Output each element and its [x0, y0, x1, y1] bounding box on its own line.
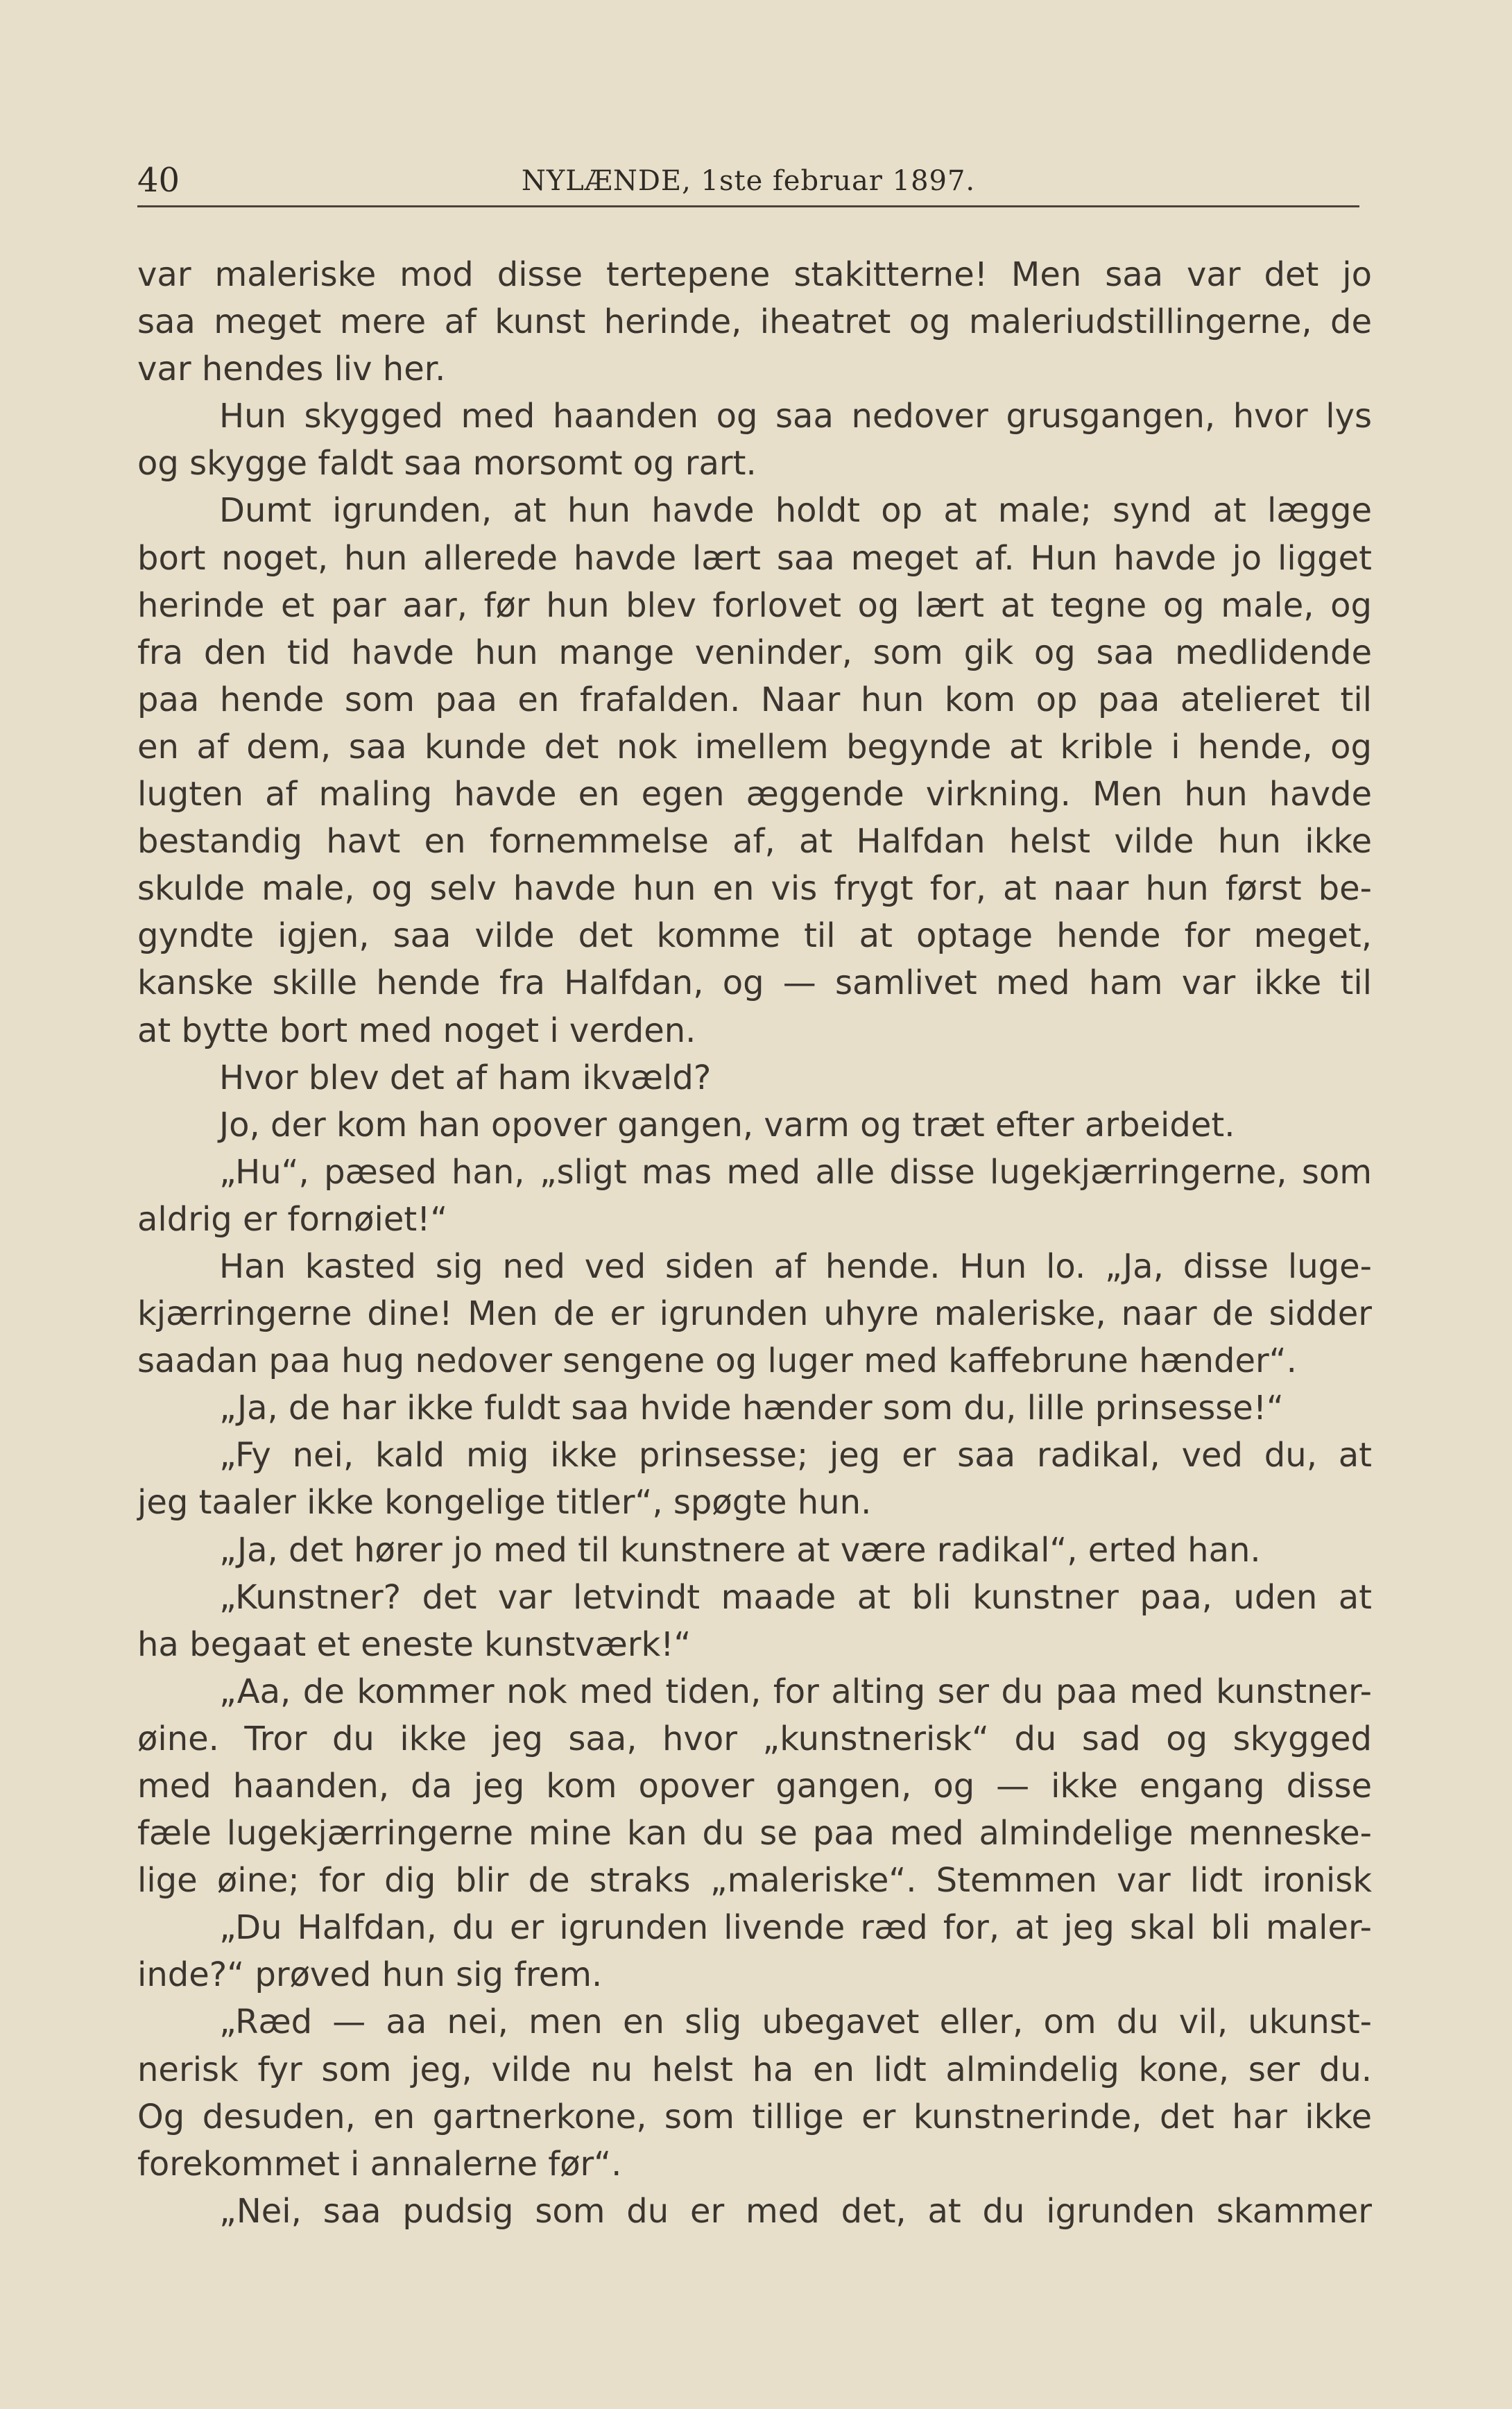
- header-rule: [137, 205, 1359, 207]
- text-line: gyndte igjen, saa vilde det komme til at optage hende for meget,: [137, 916, 1372, 956]
- text-line: „Kunstner? det var letvindt maade at bli kunstner paa, uden at: [219, 1577, 1372, 1617]
- page-number: 40: [137, 161, 180, 200]
- text-line: herinde et par aar, før hun blev forlovet og lært at tegne og male, og: [137, 585, 1372, 625]
- page-header: [137, 154, 1359, 203]
- text-line: fra den tid havde hun mange veninder, som gik og saa medlidende: [137, 633, 1372, 672]
- text-line: „Ja, de har ikke fuldt saa hvide hænder som du, lille prinsesse!“: [219, 1389, 1284, 1428]
- text-line: „Aa, de kommer nok med tiden, for alting ser du paa med kunstner-: [219, 1672, 1372, 1711]
- text-line: saa meget mere af kunst herinde, iheatret og maleriudstillingerne, de: [137, 302, 1372, 342]
- running-head: NYLÆNDE, 1ste februar 1897.: [521, 165, 976, 197]
- text-line: kjærringerne dine! Men de er igrunden uhyre maleriske, naar de sidder: [137, 1294, 1372, 1334]
- body-text: [137, 251, 1372, 2235]
- text-line: fæle lugekjærringerne mine kan du se paa med almindelige menneske-: [137, 1814, 1372, 1853]
- text-line: inde?“ prøved hun sig frem.: [137, 1955, 603, 1995]
- text-line: kanske skille hende fra Halfdan, og — samlivet med ham var ikke til: [137, 963, 1372, 1003]
- text-line: var hendes liv her.: [137, 350, 446, 389]
- text-line: bestandig havt en fornemmelse af, at Halfdan helst vilde hun ikke: [137, 822, 1372, 861]
- text-line: „Fy nei, kald mig ikke prinsesse; jeg er saa radikal, ved du, at: [219, 1436, 1372, 1475]
- text-line: jeg taaler ikke kongelige titler“, spøgte hun.: [137, 1483, 872, 1523]
- text-line: „Du Halfdan, du er igrunden livende ræd for, at jeg skal bli maler-: [219, 1908, 1372, 1948]
- text-line: ha begaat et eneste kunstværk!“: [137, 1624, 691, 1664]
- text-line: en af dem, saa kunde det nok imellem begynde at krible i hende, og: [137, 727, 1372, 766]
- text-line: forekommet i annalerne før“.: [137, 2144, 622, 2184]
- text-line: med haanden, da jeg kom opover gangen, og — ikke engang disse: [137, 1767, 1372, 1806]
- text-line: „Ja, det hører jo med til kunstnere at være radikal“, erted han.: [219, 1530, 1261, 1570]
- text-line: Hun skygged med haanden og saa nedover grusgangen, hvor lys: [219, 397, 1372, 436]
- text-line: „Hu“, pæsed han, „sligt mas med alle disse lugekjærringerne, som: [219, 1152, 1372, 1192]
- text-line: Dumt igrunden, at hun havde holdt op at male; synd at lægge: [219, 491, 1372, 531]
- text-line: saadan paa hug nedover sengene og luger med kaffebrune hænder“.: [137, 1341, 1297, 1381]
- text-line: Hvor blev det af ham ikvæld?: [219, 1058, 712, 1097]
- text-line: „Ræd — aa nei, men en slig ubegavet eller, om du vil, ukunst-: [219, 2003, 1372, 2042]
- text-line: og skygge faldt saa morsomt og rart.: [137, 444, 757, 483]
- text-line: Jo, der kom han opover gangen, varm og træt efter arbeidet.: [219, 1105, 1235, 1145]
- text-line: lige øine; for dig blir de straks „maleriske“. Stemmen var lidt ironisk: [137, 1861, 1372, 1901]
- text-line: bort noget, hun allerede havde lært saa meget af. Hun havde jo ligget: [137, 538, 1372, 578]
- text-line: øine. Tror du ikke jeg saa, hvor „kunstnerisk“ du sad og skygged: [137, 1719, 1372, 1758]
- text-line: aldrig er fornøiet!“: [137, 1199, 448, 1239]
- text-line: skulde male, og selv havde hun en vis frygt for, at naar hun først be-: [137, 869, 1372, 909]
- text-line: at bytte bort med noget i verden.: [137, 1011, 696, 1050]
- text-line: Og desuden, en gartnerkone, som tillige er kunstnerinde, det har ikke: [137, 2097, 1372, 2136]
- text-line: Han kasted sig ned ved siden af hende. Hun lo. „Ja, disse luge-: [219, 1246, 1372, 1286]
- text-line: var maleriske mod disse tertepene stakitterne! Men saa var det jo: [137, 255, 1372, 294]
- text-line: lugten af maling havde en egen æggende virkning. Men hun havde: [137, 775, 1372, 814]
- text-line: nerisk fyr som jeg, vilde nu helst ha en lidt almindelig kone, ser du.: [137, 2050, 1372, 2089]
- text-line: paa hende som paa en frafalden. Naar hun kom op paa atelieret til: [137, 680, 1372, 719]
- text-line: „Nei, saa pudsig som du er med det, at du igrunden skammer: [219, 2191, 1372, 2231]
